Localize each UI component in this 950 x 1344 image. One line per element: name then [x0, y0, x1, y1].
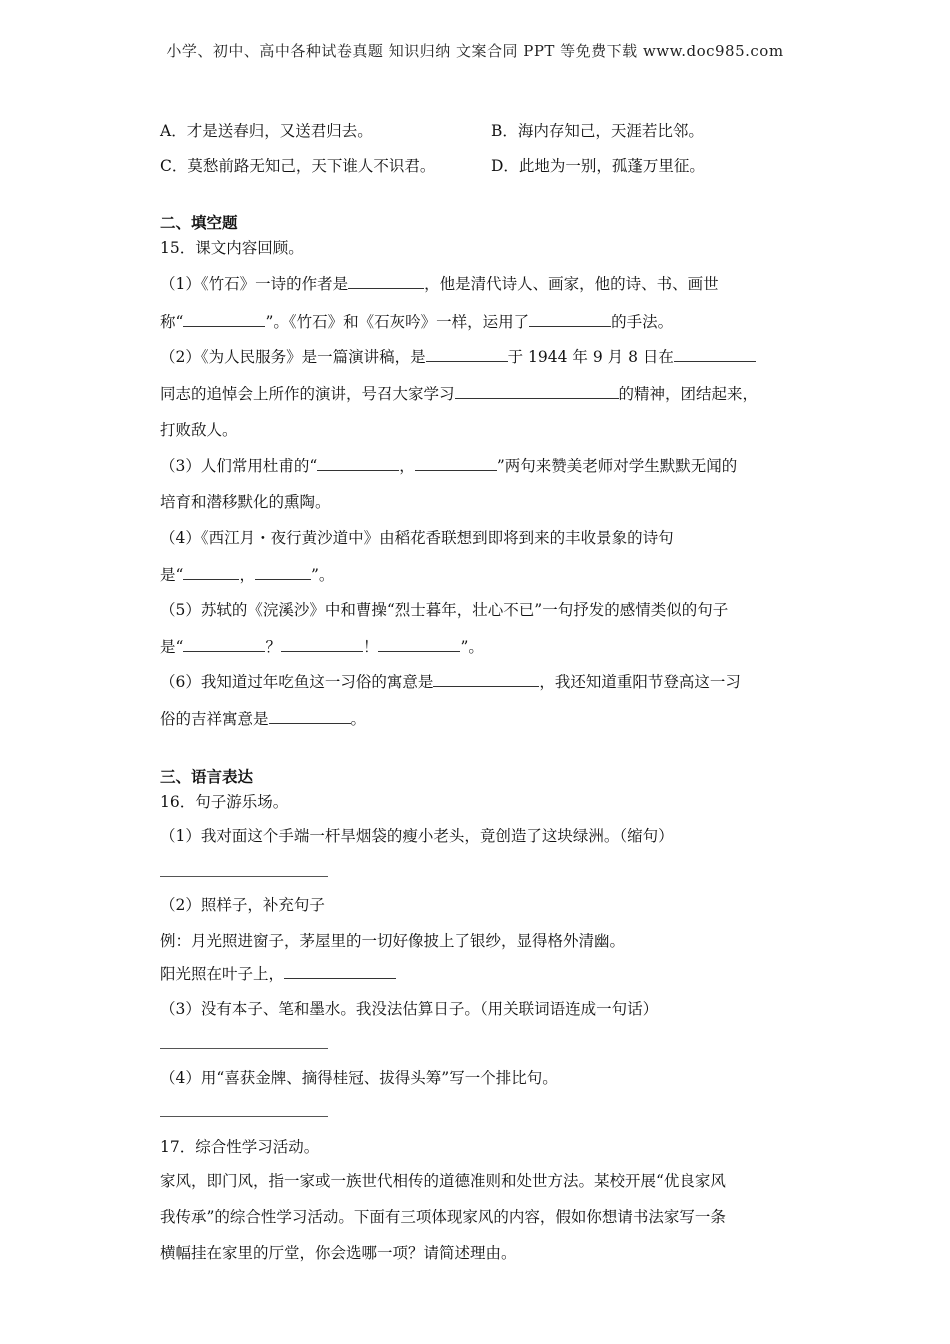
blank-field[interactable]	[183, 312, 265, 327]
q15-part4-line2: 是“ ， ”。	[160, 566, 335, 584]
question-15-title: 15．课文内容回顾。	[160, 239, 304, 257]
blank-field[interactable]	[433, 672, 539, 687]
section-title-language-expression: 三、语言表达	[160, 767, 254, 786]
option-d: D．此地为一别，孤蓬万里征。	[491, 157, 705, 175]
q15-part6-line1: （6）我知道过年吃鱼这一习俗的寓意是 ，我还知道重阳节登高这一习	[160, 673, 741, 691]
q17-text-line3: 横幅挂在家里的厅堂，你会选哪一项？请简述理由。	[160, 1244, 517, 1262]
blank-field[interactable]	[317, 456, 399, 471]
blank-field[interactable]	[281, 637, 363, 652]
blank-field[interactable]	[674, 347, 756, 362]
q16-sub4: （4）用“喜获金牌、摘得桂冠、拔得头筹”写一个排比句。	[160, 1069, 558, 1087]
q16-sub2: （2）照样子，补充句子	[160, 896, 325, 914]
blank-field[interactable]	[426, 347, 508, 362]
q15-part4-line1: （4）《西江月・夜行黄沙道中》由稻花香联想到即将到来的丰收景象的诗句	[160, 529, 674, 547]
blank-field[interactable]	[255, 565, 311, 580]
q15-part6-line2: 俗的吉祥寓意是 。	[160, 710, 367, 728]
blank-field[interactable]	[284, 964, 396, 979]
q15-part2-line2: 同志的追悼会上所作的演讲，号召大家学习 的精神，团结起来，	[160, 385, 759, 403]
q16-sub1: （1）我对面这个手端一杆旱烟袋的瘦小老头，竟创造了这块绿洲。（缩句）	[160, 827, 674, 845]
blank-field[interactable]	[378, 637, 460, 652]
option-b: B．海内存知己，天涯若比邻。	[491, 122, 704, 140]
answer-line[interactable]	[160, 1048, 328, 1049]
section-title-fill-in: 二、填空题	[160, 213, 238, 232]
option-a: A．才是送春归，又送君归去。	[160, 122, 373, 140]
page-header: 小学、初中、高中各种试卷真题 知识归纳 文案合同 PPT 等免费下载 www.doc985.com	[166, 42, 784, 60]
q15-part5-line1: （5）苏轼的《浣溪沙》中和曹操“烈士暮年，壮心不已”一句抒发的感情类似的句子	[160, 601, 729, 619]
blank-field[interactable]	[415, 456, 497, 471]
blank-field[interactable]	[348, 274, 424, 289]
question-17-title: 17．综合性学习活动。	[160, 1138, 320, 1156]
q16-sub3: （3）没有本子、笔和墨水。我没法估算日子。（用关联词语连成一句话）	[160, 1000, 659, 1018]
q15-part1-line1: （1）《竹石》一诗的作者是 ，他是清代诗人、画家，他的诗、书、画世	[160, 275, 719, 293]
q17-text-line2: 我传承”的综合性学习活动。下面有三项体现家风的内容，假如你想请书法家写一条	[160, 1208, 726, 1226]
option-c: C．莫愁前路无知己，天下谁人不识君。	[160, 157, 436, 175]
blank-field[interactable]	[269, 709, 351, 724]
q15-part1-line2: 称“ ”。《竹石》和《石灰吟》一样，运用了 的手法。	[160, 313, 674, 331]
answer-line[interactable]	[160, 1116, 328, 1117]
blank-field[interactable]	[529, 312, 611, 327]
q17-text-line1: 家风，即门风，指一家或一族世代相传的道德准则和处世方法。某校开展“优良家风	[160, 1172, 726, 1190]
q15-part5-line2: 是“ ？ ！ ”。	[160, 638, 484, 656]
q15-part3-line2: 培育和潜移默化的熏陶。	[160, 493, 331, 511]
blank-field[interactable]	[455, 384, 619, 399]
question-16-title: 16．句子游乐场。	[160, 793, 289, 811]
blank-field[interactable]	[183, 565, 239, 580]
q15-part3-line1: （3）人们常用杜甫的“ ， ”两句来赞美老师对学生默默无闻的	[160, 457, 738, 475]
q16-sub2-prompt: 阳光照在叶子上，	[160, 962, 396, 984]
answer-line[interactable]	[160, 876, 328, 877]
q16-sub2-example: 例：月光照进窗子，茅屋里的一切好像披上了银纱，显得格外清幽。	[160, 932, 626, 950]
q15-part2-line3: 打败敌人。	[160, 421, 238, 439]
q15-part2-line1: （2）《为人民服务》是一篇演讲稿，是 于 1944 年 9 月 8 日在	[160, 345, 756, 367]
blank-field[interactable]	[183, 637, 265, 652]
